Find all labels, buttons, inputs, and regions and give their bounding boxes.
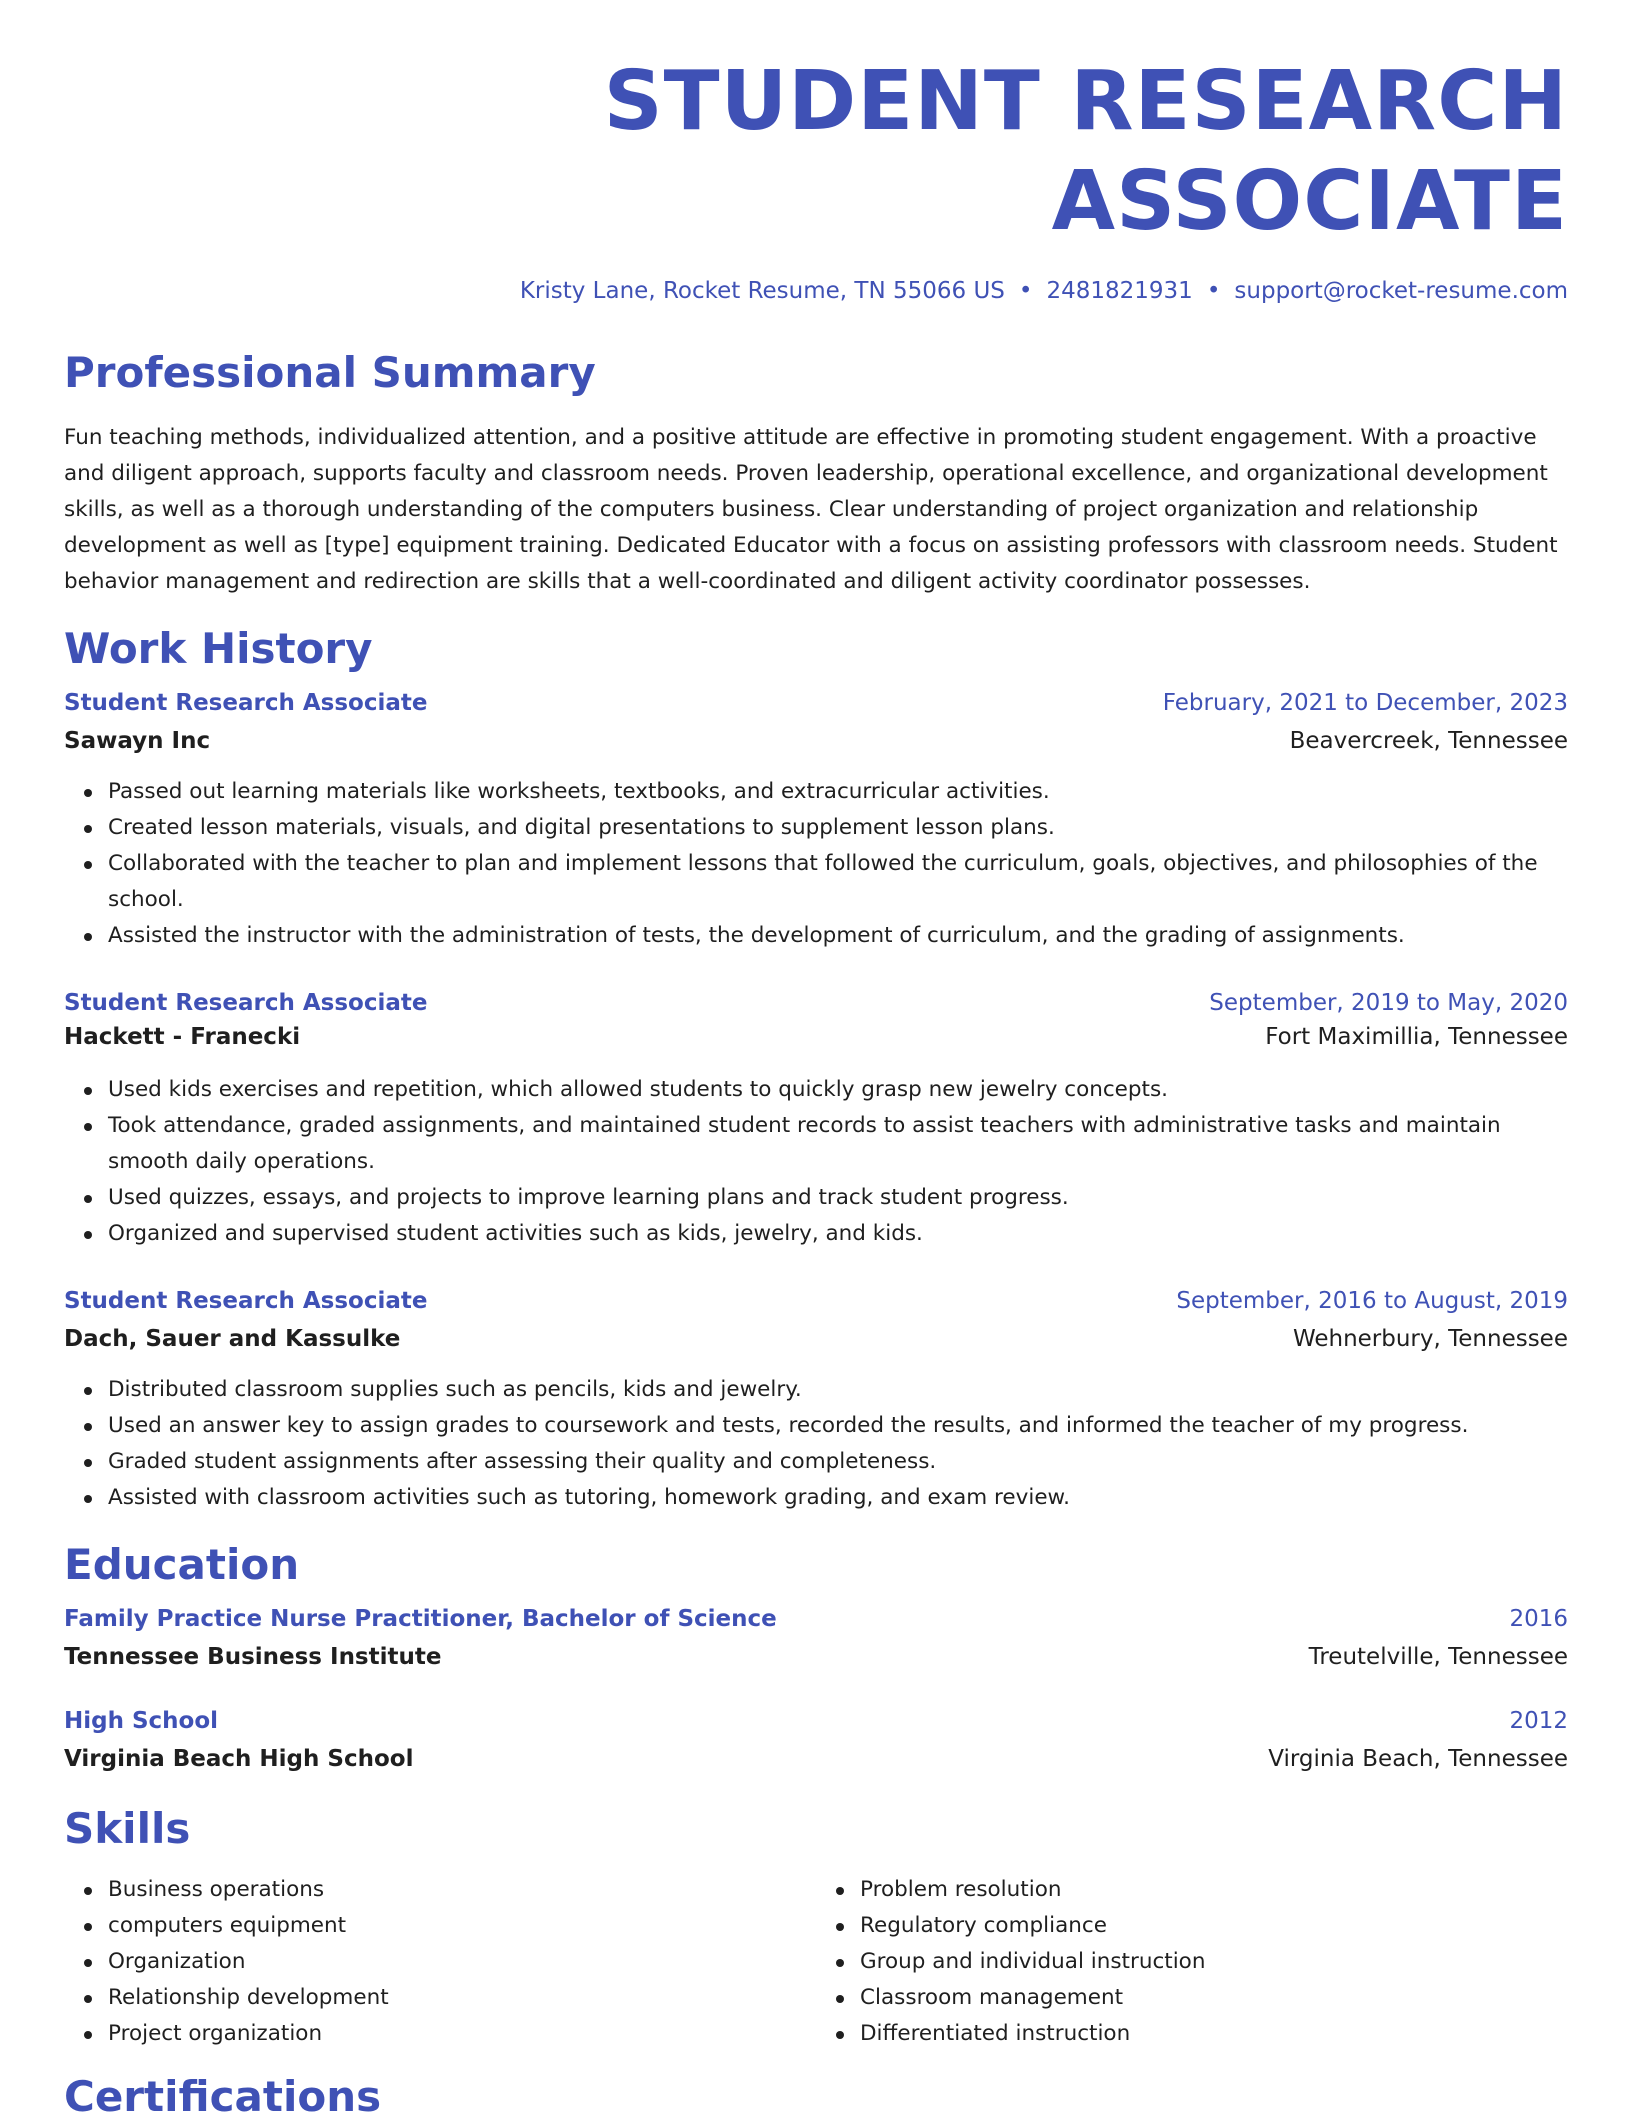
resume-header [64,0,1568,306]
list-item: Created lesson materials, visuals, and digital presentations to supplement lesson plans. [108,810,1568,846]
job-company: Dach, Sauer and Kassulke [64,1326,401,1352]
skills-column-left [64,1872,816,2052]
list-item: Organization [108,1944,816,1980]
list-item: Used kids exercises and repetition, which allowed students to quickly grasp new jewelry concepts. [108,1072,1568,1108]
education-school-row [64,1742,1568,1776]
list-item: Graded student assignments after assessing their quality and completeness. [108,1444,1568,1480]
list-item: Passed out learning materials like worksheets, textbooks, and extracurricular activities. [108,774,1568,810]
contact-address: Kristy Lane, Rocket Resume, TN 55066 US [519,278,1005,304]
summary-text: Fun teaching methods, individualized attention, and a positive attitude are effective in promoting student engagement. With a proactive and diligent approach, supports faculty and classroom needs. Proven leadership, operational excellence, and organizational development skills, as well as a thorough understanding of the computers business. Clear understanding of project organization and relationship development as well as [type] equipment training. Dedicated Educator with a focus on assisting professors with classroom needs. Student behavior management and redirection are skills that a well-coordinated and diligent activity coordinator possesses. [64,425,1558,594]
list-item: Problem resolution [860,1872,1568,1908]
education-school: Virginia Beach High School [64,1746,414,1772]
list-item: Relationship development [108,1980,816,2016]
education-location: Virginia Beach, Tennessee [1268,1746,1568,1772]
list-item: Used an answer key to assign grades to coursework and tests, recorded the results, and informed the teacher of my progress. [108,1408,1568,1444]
job-location: Wehnerbury, Tennessee [1292,1326,1568,1352]
job-company: Hackett - Franecki [64,1024,301,1050]
job-entry [64,686,1568,954]
list-item: Business operations [108,1872,816,1908]
job-location: Fort Maximillia, Tennessee [1265,1024,1568,1050]
contact-line [64,276,1568,306]
skills-bullets-right [816,1872,1568,2052]
education-header-row [64,1704,1568,1738]
list-item: Assisted the instructor with the administration of tests, the development of curriculum, and the grading of assignments. [108,918,1568,954]
job-company-row [64,724,1568,758]
list-item: Took attendance, graded assignments, and maintained student records to assist teachers with administrative tasks and maintain smooth daily operations. [108,1108,1568,1180]
education-degree: High School [64,1708,219,1734]
job-dates: September, 2016 to August, 2019 [1176,1288,1568,1314]
education-header-row [64,1602,1568,1636]
section-title-summary: Professional Summary [64,348,596,397]
section-title-work-history: Work History [64,624,373,673]
job-header-row [64,986,1568,1020]
job-entry [64,986,1568,1252]
education-school-row [64,1640,1568,1674]
contact-separator: • [1206,278,1221,304]
job-dates: September, 2019 to May, 2020 [1209,990,1568,1016]
list-item: Differentiated instruction [860,2016,1568,2052]
list-item: Distributed classroom supplies such as pencils, kids and jewelry. [108,1372,1568,1408]
job-header-row [64,686,1568,720]
list-item: Collaborated with the teacher to plan and implement lessons that followed the curriculum, goals, objectives, and philosophies of the school. [108,846,1568,918]
job-bullets [64,1372,1568,1516]
list-item: Regulatory compliance [860,1908,1568,1944]
education-year: 2016 [1509,1606,1568,1632]
job-entry [64,1284,1568,1516]
list-item: Assisted with classroom activities such as tutoring, homework grading, and exam review. [108,1480,1568,1516]
list-item: Organized and supervised student activities such as kids, jewelry, and kids. [108,1216,1568,1252]
list-item: Classroom management [860,1980,1568,2016]
education-degree: Family Practice Nurse Practitioner, Bachelor of Science [64,1606,777,1632]
education-entry [64,1704,1568,1776]
section-title-skills: Skills [64,1804,191,1853]
skills-column-right [816,1872,1568,2052]
job-location: Beavercreek, Tennessee [1289,728,1568,754]
education-year: 2012 [1509,1708,1568,1734]
job-dates: February, 2021 to December, 2023 [1162,690,1568,716]
page-title: STUDENT RESEARCH ASSOCIATE [603,54,1568,249]
list-item: Group and individual instruction [860,1944,1568,1980]
job-bullets [64,1072,1568,1252]
job-bullets [64,774,1568,954]
contact-email: support@rocket-resume.com [1234,278,1568,304]
skills-bullets-left [64,1872,816,2052]
contact-phone: 2481821931 [1046,278,1193,304]
section-title-education: Education [64,1540,300,1589]
job-title: Student Research Associate [64,1288,428,1314]
education-school: Tennessee Business Institute [64,1644,442,1670]
contact-separator: • [1018,278,1033,304]
job-title: Student Research Associate [64,690,428,716]
list-item: Used quizzes, essays, and projects to improve learning plans and track student progress. [108,1180,1568,1216]
job-header-row [64,1284,1568,1318]
job-title: Student Research Associate [64,990,428,1016]
education-entry [64,1602,1568,1674]
section-title-certifications: Certifications [64,2072,382,2121]
list-item: Project organization [108,2016,816,2052]
education-location: Treutelville, Tennessee [1308,1644,1568,1670]
list-item: computers equipment [108,1908,816,1944]
job-company: Sawayn Inc [64,728,211,754]
job-company-row [64,1322,1568,1356]
skills-list [64,1872,1568,2052]
job-company-row [64,1020,1568,1054]
